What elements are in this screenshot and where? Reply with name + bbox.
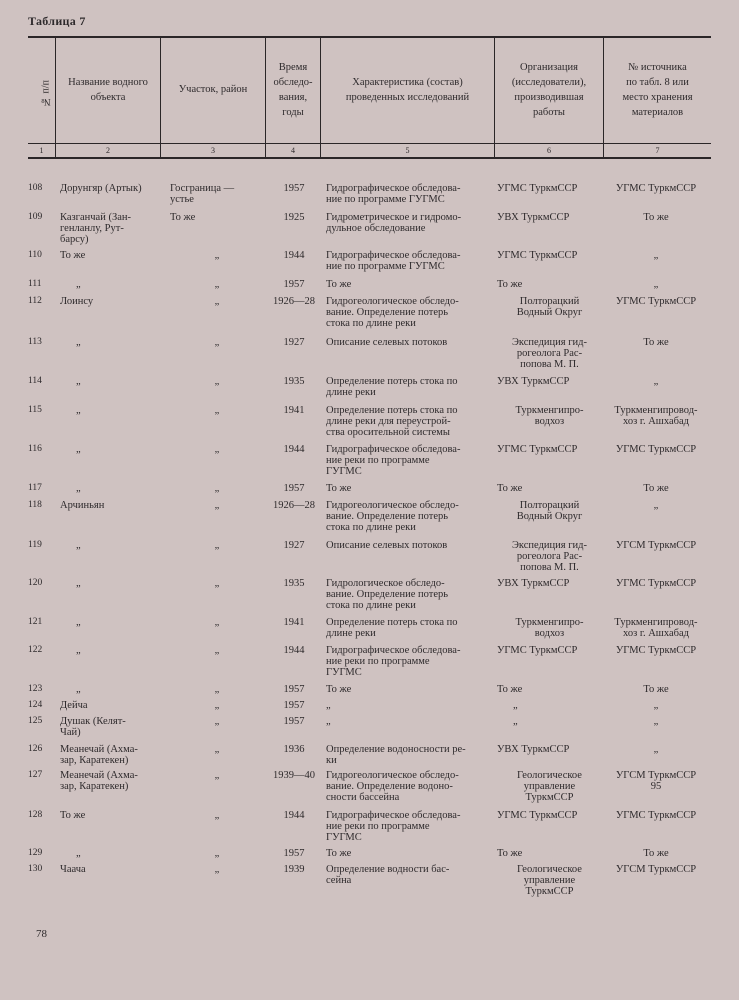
organization: Полторацкий Водный Округ	[516, 296, 583, 318]
survey-year: 1944	[283, 250, 305, 261]
research-description: То же	[326, 483, 352, 494]
research-description: Гидрогеологическое обследо- вание. Определение потерь стока по длине реки	[326, 296, 459, 329]
survey-year: 1957	[283, 279, 305, 290]
section: То же	[170, 212, 196, 223]
source: УГСМ ТуркмССР	[615, 864, 697, 875]
column-number: 7	[655, 146, 660, 155]
organization: Экспедиция гид- рогеолога Рас- попова М. П.	[512, 540, 587, 573]
row-number: 130	[28, 864, 43, 874]
object-name: Арчиньян	[60, 500, 105, 511]
research-description: Определение водности бас- сейна	[326, 864, 450, 886]
row-number: 118	[28, 500, 42, 510]
source: „	[653, 250, 659, 261]
header-survey-time: Время обследо- вания, годы	[273, 61, 313, 119]
column-number: 5	[405, 146, 410, 155]
survey-year: 1944	[283, 444, 305, 455]
header-number: № п/п	[40, 80, 52, 108]
survey-year: 1926—28	[273, 296, 315, 307]
row-number: 112	[28, 296, 42, 306]
survey-year: 1935	[283, 578, 305, 589]
survey-year: 1944	[283, 645, 305, 656]
source: УГМС ТуркмССР	[615, 296, 697, 307]
organization: УВХ ТуркмССР	[497, 578, 570, 589]
section: „	[214, 279, 220, 290]
page-number: 78	[36, 928, 47, 940]
object-name: Дорунгяр (Артык)	[60, 183, 142, 194]
object-name: „	[76, 645, 81, 656]
survey-year: 1941	[283, 617, 305, 628]
research-description: Определение водоносности ре- ки	[326, 744, 466, 766]
source: УГМС ТуркмССР	[615, 183, 697, 194]
organization: „	[513, 716, 518, 727]
organization: УГМС ТуркмССР	[497, 183, 578, 194]
header-object-name: Название водного объекта	[68, 76, 148, 103]
source: То же	[643, 337, 669, 348]
organization: УГМС ТуркмССР	[497, 444, 578, 455]
row-number: 111	[28, 279, 42, 289]
object-name: „	[76, 337, 81, 348]
organization: УГМС ТуркмССР	[497, 250, 578, 261]
organization: Полторацкий Водный Округ	[516, 500, 583, 522]
object-name: „	[76, 540, 81, 551]
section: „	[214, 444, 220, 455]
source: Туркменгипровод- хоз г. Ашхабад	[614, 405, 698, 427]
object-name: „	[76, 405, 81, 416]
row-number: 113	[28, 337, 42, 347]
research-description: Определение потерь стока по длине реки	[326, 376, 458, 398]
survey-year: 1957	[283, 183, 305, 194]
object-name: „	[76, 376, 81, 387]
column-number: 3	[211, 146, 215, 155]
research-description: Определение потерь стока по длине реки для переустрой- ства оросительной системы	[326, 405, 458, 438]
research-description: То же	[326, 279, 352, 290]
source: То же	[643, 212, 669, 223]
section: „	[214, 578, 220, 589]
research-description: Описание селевых потоков	[326, 337, 448, 348]
object-name: „	[76, 483, 81, 494]
research-description: „	[326, 716, 331, 727]
research-description: Гидрографическое обследова- ние реки по программе ГУГМС	[326, 645, 461, 678]
header-source: № источника по табл. 8 или место хранения материалов	[622, 61, 693, 119]
section: „	[214, 810, 220, 821]
research-description: То же	[326, 684, 352, 695]
header-section: Участок, район	[178, 84, 248, 96]
source: То же	[643, 684, 669, 695]
column-number-rule	[28, 157, 711, 159]
source: То же	[643, 848, 669, 859]
section: „	[214, 405, 220, 416]
row-number: 110	[28, 250, 42, 260]
header-organization: Организация (исследователи), производившая работы	[511, 61, 587, 119]
section: „	[214, 250, 220, 261]
table-title: Таблица 7	[28, 14, 86, 28]
survey-year: 1935	[283, 376, 305, 387]
research-description: Гидрографическое обследова- ние по программе ГУГМС	[326, 183, 461, 205]
source: „	[653, 500, 659, 511]
research-description: „	[326, 700, 331, 711]
row-number: 114	[28, 376, 42, 386]
section: Госграница — устье	[170, 183, 235, 205]
organization: То же	[497, 848, 523, 859]
research-description: Описание селевых потоков	[326, 540, 448, 551]
section: „	[214, 540, 220, 551]
row-number: 121	[28, 617, 43, 627]
survey-year: 1944	[283, 810, 305, 821]
row-number: 109	[28, 212, 43, 222]
source: „	[653, 279, 659, 290]
source: УГМС ТуркмССР	[615, 578, 697, 589]
section: „	[214, 848, 220, 859]
column-number: 4	[291, 146, 295, 155]
header-research: Характеристика (состав) проведенных исследований	[345, 76, 470, 103]
section: „	[214, 700, 220, 711]
organization: То же	[497, 279, 523, 290]
source: „	[653, 744, 659, 755]
survey-year: 1957	[283, 848, 305, 859]
organization: Туркменгипро- водхоз	[515, 617, 584, 639]
object-name: „	[76, 684, 81, 695]
survey-year: 1941	[283, 405, 305, 416]
object-name: „	[76, 848, 81, 859]
row-number: 124	[28, 700, 43, 710]
section: „	[214, 864, 220, 875]
row-number: 119	[28, 540, 42, 550]
section: „	[214, 376, 220, 387]
object-name: Дейча	[60, 700, 88, 711]
organization: Экспедиция гид- рогеолога Рас- попова М. П.	[512, 337, 587, 370]
source: УГСМ ТуркмССР 95	[615, 770, 697, 792]
object-name: „	[76, 578, 81, 589]
organization: УВХ ТуркмССР	[497, 376, 570, 387]
row-number: 120	[28, 578, 43, 588]
source: УГМС ТуркмССР	[615, 444, 697, 455]
row-number: 108	[28, 183, 43, 193]
survey-year: 1939—40	[273, 770, 315, 781]
object-name: То же	[60, 250, 86, 261]
survey-year: 1927	[283, 540, 305, 551]
row-number: 127	[28, 770, 43, 780]
object-name: Чаача	[60, 864, 86, 875]
object-name: „	[76, 279, 81, 290]
research-description: Гидрогеологическое обследо- вание. Определение водоно- сности бассейна	[326, 770, 459, 803]
source: УГМС ТуркмССР	[615, 645, 697, 656]
section: „	[214, 483, 220, 494]
header-bottom-rule	[28, 143, 711, 144]
organization: УВХ ТуркмССР	[497, 744, 570, 755]
object-name: Лоинсу	[60, 296, 94, 307]
object-name: Казганчай (Зан- генланлу, Рут- барсу)	[60, 212, 131, 245]
object-name: Меанечай (Ахма- зар, Каратекен)	[60, 744, 138, 766]
section: „	[214, 296, 220, 307]
object-name: Меанечай (Ахма- зар, Каратекен)	[60, 770, 138, 792]
survey-year: 1957	[283, 684, 305, 695]
organization: „	[513, 700, 518, 711]
research-description: Гидрогеологическое обследо- вание. Определение потерь стока по длине реки	[326, 500, 459, 533]
source: УГМС ТуркмССР	[615, 810, 697, 821]
research-description: Гидрометрическое и гидромо- дульное обследование	[326, 212, 462, 234]
source: То же	[643, 483, 669, 494]
row-number: 116	[28, 444, 42, 454]
section: „	[214, 684, 220, 695]
row-number: 126	[28, 744, 43, 754]
object-name: То же	[60, 810, 86, 821]
section: „	[214, 716, 220, 727]
survey-year: 1927	[283, 337, 305, 348]
row-number: 125	[28, 716, 43, 726]
section: „	[214, 617, 220, 628]
survey-year: 1939	[283, 864, 305, 875]
research-description: Гидрологическое обследо- вание. Определение потерь стока по длине реки	[326, 578, 449, 611]
survey-year: 1936	[283, 744, 305, 755]
research-description: То же	[326, 848, 352, 859]
survey-year: 1926—28	[273, 500, 315, 511]
research-description: Гидрографическое обследова- ние реки по программе ГУГМС	[326, 810, 461, 843]
organization: То же	[497, 684, 523, 695]
organization: Геологическое управление ТуркмССР	[517, 770, 582, 803]
section: „	[214, 770, 220, 781]
source: Туркменгипровод- хоз г. Ашхабад	[614, 617, 698, 639]
row-number: 123	[28, 684, 43, 694]
object-name: „	[76, 444, 81, 455]
organization: УГМС ТуркмССР	[497, 810, 578, 821]
source: „	[653, 376, 659, 387]
survey-year: 1925	[283, 212, 305, 223]
organization: УГМС ТуркмССР	[497, 645, 578, 656]
column-number: 1	[39, 146, 44, 155]
source: „	[653, 700, 659, 711]
header-top-rule	[28, 36, 711, 38]
organization: То же	[497, 483, 523, 494]
organization: Туркменгипро- водхоз	[515, 405, 584, 427]
survey-year: 1957	[283, 483, 305, 494]
research-description: Гидрографическое обследова- ние реки по программе ГУГМС	[326, 444, 461, 477]
section: „	[214, 337, 220, 348]
survey-year: 1957	[283, 700, 305, 711]
research-description: Гидрографическое обследова- ние по программе ГУГМС	[326, 250, 461, 272]
section: „	[214, 645, 220, 656]
row-number: 129	[28, 848, 43, 858]
object-name: „	[76, 617, 81, 628]
object-name: Душак (Келят- Чай)	[60, 716, 126, 738]
column-number: 2	[106, 146, 110, 155]
column-number: 6	[547, 146, 551, 155]
organization: УВХ ТуркмССР	[497, 212, 570, 223]
research-description: Определение потерь стока по длине реки	[326, 617, 458, 639]
source: „	[653, 716, 659, 727]
section: „	[214, 744, 220, 755]
organization: Геологическое управление ТуркмССР	[517, 864, 582, 897]
survey-year: 1957	[283, 716, 305, 727]
section: „	[214, 500, 220, 511]
row-number: 115	[28, 405, 42, 415]
row-number: 117	[28, 483, 42, 493]
row-number: 128	[28, 810, 43, 820]
source: УГСМ ТуркмССР	[615, 540, 697, 551]
row-number: 122	[28, 645, 43, 655]
